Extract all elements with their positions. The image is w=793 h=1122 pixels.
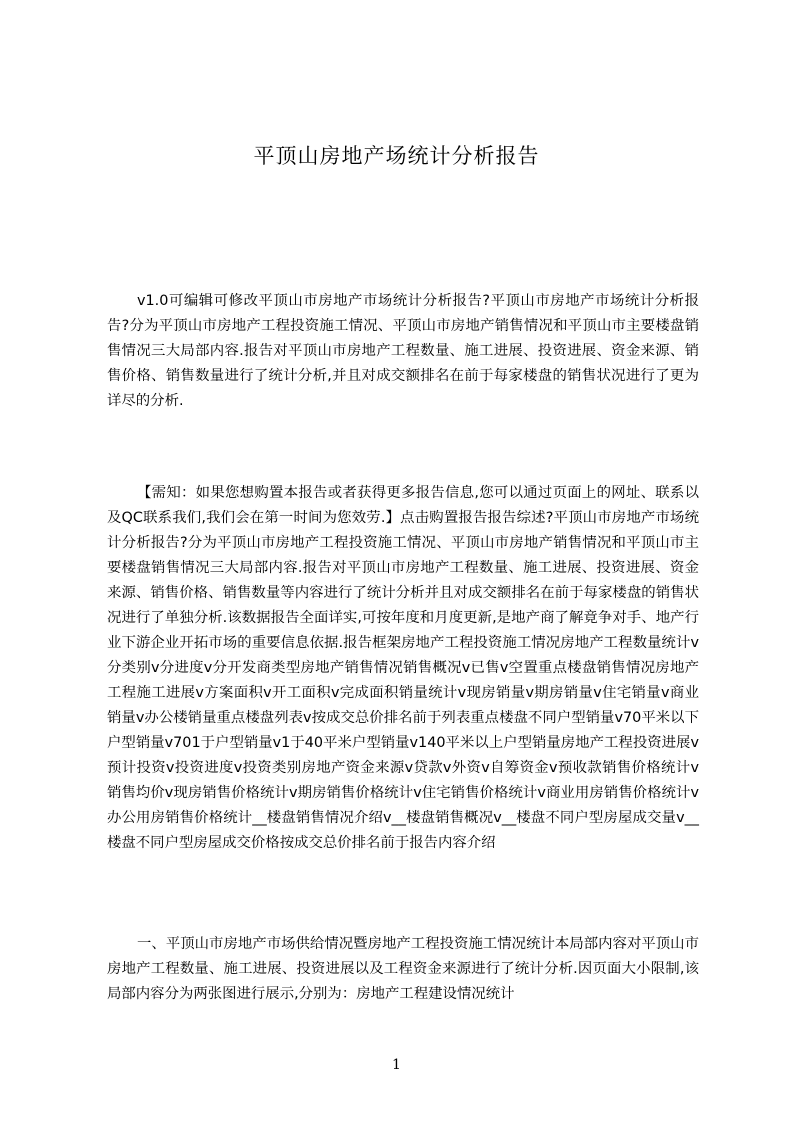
section-one-paragraph: 一、平顶山市房地产市场供给情况暨房地产工程投资施工情况统计本局部内容对平顶山市房地产工程数量、施工进展、投资进展以及工程资金来源进行了统计分析.因页面大小限制,该局部内容分为两张图进行展示,分别为：房地产工程建设情况统计 [107, 936, 699, 1002]
notice-paragraph: 【需知：如果您想购置本报告或者获得更多报告信息,您可以通过页面上的网址、联系以及QC联系我们,我们会在第一时间为您效劳.】点击购置报告报告综述?平顶山市房地产市场统计分析报告?分为平顶山市房地产工程投资施工情况、平顶山市房地产销售情况和平顶山市主要楼盘销售情况三大局部内容.报告对平顶山市房地产工程数量、施工进展、投资进展、资金来源、销售价格、销售数量等内容进行了统计分析并且对成交额排名在前于每家楼盘的销售状况进行了单独分析.该数据报告全面详实,可按年度和月度更新,是地产商了解竟争对手、地产行业下游企业开拓市场的重要信息依据.报告框架房地产工程投资施工情况房地产工程数量统计v分类别v分进度v分开发商类型房地产销售情况销售概况v已售v空置重点楼盘销售情况房地产工程施工进展v方案面积v开工面积v完成面积销量统计v现房销量v期房销量v住宅销量v商业销量v办公楼销量重点楼盘列表v按成交总价排名前于列表重点楼盘不同户型销量v70平米以下户型销量v701于户型销量v1于40平米户型销量v140平米以上户型销量房地产工程投资进展v预计投资v投资进度v投资类别房地产资金来源v贷款v外资v自筹资金v预收款销售价格统计v销售均价v现房销售价格统计v期房销售价格统计v住宅销售价格统计v商业用房销售价格统计v办公用房销售价格统计__楼盘销售情况介绍v__楼盘销售概况v__楼盘不同户型房屋成交量v__楼盘不同户型房屋成交价格按成交总价排名前于报告内容介绍 [107, 485, 699, 851]
intro-paragraph: v1.0可编辑可修改平顶山市房地产市场统计分析报告?平顶山市房地产市场统计分析报告?分为平顶山市房地产工程投资施工情况、平顶山市房地产销售情况和平顶山市主要楼盘销售情况三大局部内容.报告对平顶山市房地产工程数量、施工进展、投资进展、资金来源、销售价格、销售数量进行了统计分析,并且对成交额排名在前于每家楼盘的销售状况进行了更为详尽的分析. [107, 293, 699, 409]
document-title: 平顶山房地产场统计分析报告 [253, 144, 540, 168]
page-number: 1 [392, 1057, 401, 1073]
